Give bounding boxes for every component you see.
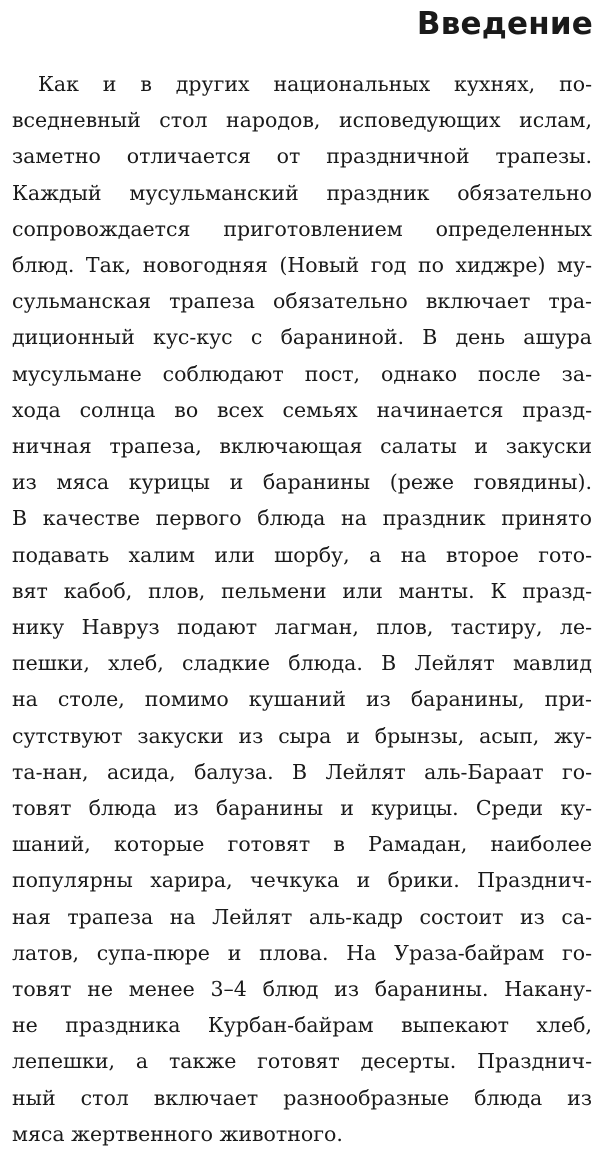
text-line: хода солнца во всех семьях начинается празд-	[12, 397, 592, 422]
text-line: ничная трапеза, включающая салаты и закуски	[12, 434, 592, 459]
text-line: шаний, которые готовят в Рамадан, наиболее	[12, 832, 592, 857]
text-line: сутствуют закуски из сыра и брынзы, асып, жу-	[12, 723, 592, 748]
text-line: лепешки, а также готовят десерты. Празднич-	[12, 1049, 592, 1074]
body-paragraph	[12, 66, 592, 1152]
text-line: сульманская трапеза обязательно включает тра-	[12, 289, 592, 314]
text-line: популярны харира, чечкука и брики. Празднич-	[12, 868, 592, 893]
text-line: не праздника Курбан-байрам выпекают хлеб,	[12, 1013, 592, 1038]
text-line: диционный кус-кус с бараниной. В день ашура	[12, 325, 592, 350]
text-line: Как и в других национальных кухнях, по-	[38, 72, 592, 96]
text-line: мусульмане соблюдают пост, однако после за-	[12, 361, 592, 386]
text-line: на столе, помимо кушаний из баранины, при-	[12, 687, 592, 712]
text-line: мяса жертвенного животного.	[12, 1121, 343, 1146]
text-line: ный стол включает разнообразные блюда из	[12, 1085, 592, 1110]
text-line: подавать халим или шорбу, а на второе гото-	[12, 542, 592, 567]
text-line: нику Навруз подают лагман, плов, тастиру, ле-	[12, 615, 592, 640]
text-line: блюд. Так, новогодняя (Новый год по хиджре) му-	[12, 253, 592, 278]
text-line: та-нан, асида, балуза. В Лейлят аль-Бараат го-	[12, 759, 592, 784]
text-line: вят кабоб, плов, пельмени или манты. К празд-	[12, 578, 592, 603]
page-title: Введение	[416, 6, 593, 42]
text-line: Каждый мусульманский праздник обязательно	[12, 180, 592, 205]
text-line: заметно отличается от праздничной трапезы.	[12, 144, 592, 169]
text-line: товят блюда из баранины и курицы. Среди ку-	[12, 796, 592, 821]
text-line: пешки, хлеб, сладкие блюда. В Лейлят мавлид	[12, 651, 592, 676]
text-line: ная трапеза на Лейлят аль-кадр состоит из са-	[12, 904, 592, 929]
text-line: товят не менее 3–4 блюд из баранины. Накану-	[12, 977, 592, 1002]
text-line: вседневный стол народов, исповедующих ислам,	[12, 108, 592, 133]
text-line: из мяса курицы и баранины (реже говядины).	[12, 470, 592, 495]
text-line: В качестве первого блюда на праздник принято	[12, 506, 592, 531]
text-line: латов, супа-пюре и плова. На Ураза-байрам го-	[12, 940, 592, 965]
text-line: сопровождается приготовлением определенных	[12, 216, 592, 241]
